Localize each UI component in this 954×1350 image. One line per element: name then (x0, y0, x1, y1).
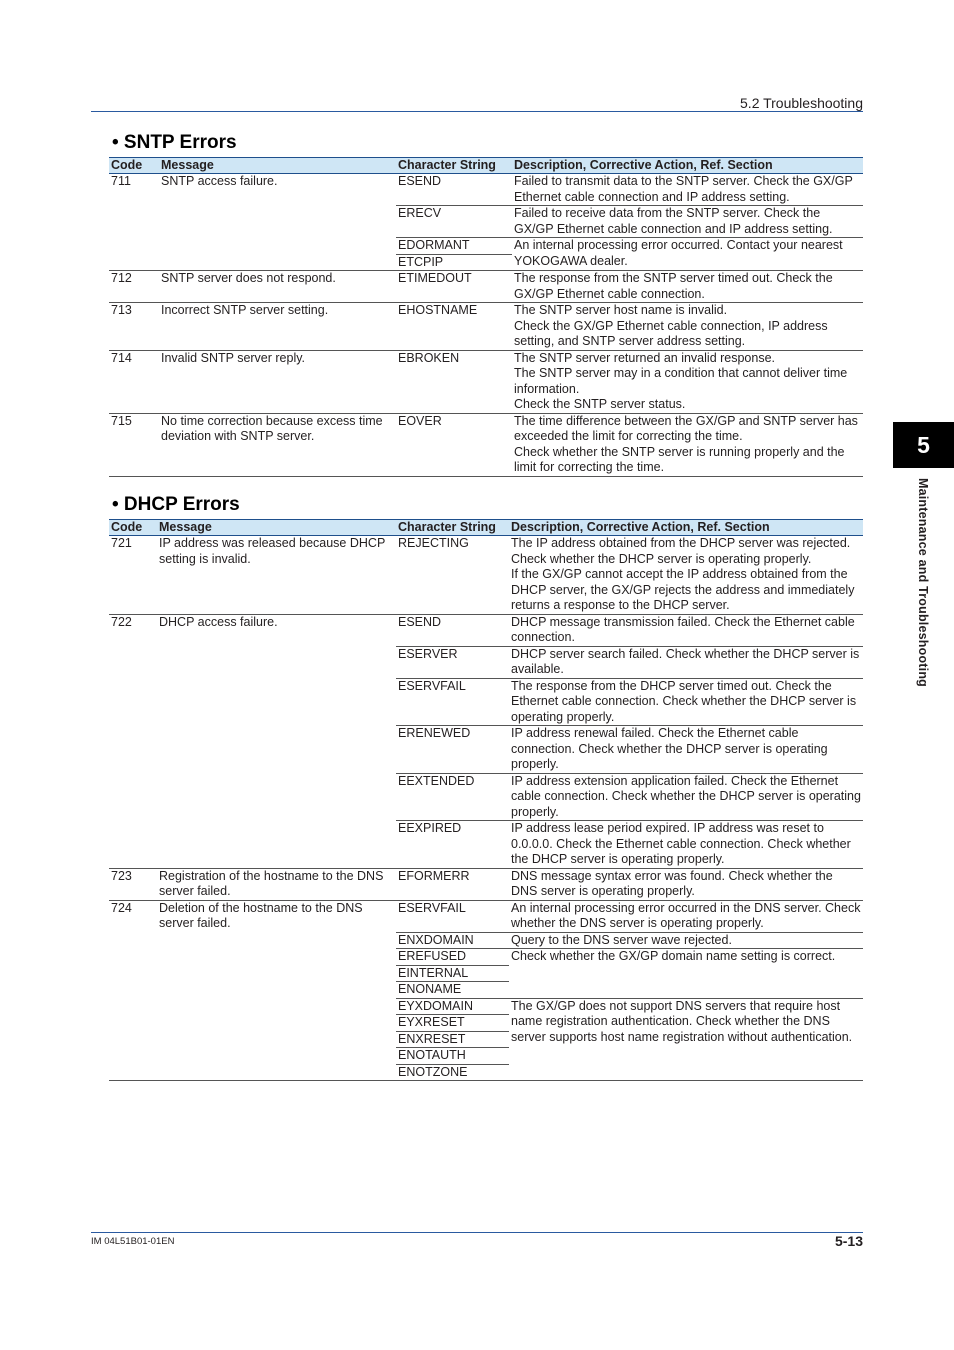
chapter-tab: 5 (893, 422, 954, 468)
character-string: EEXTENDED (396, 773, 509, 821)
error-code: 723 (109, 868, 157, 900)
description: An internal processing error occurred. Contact your nearest YOKOGAWA dealer. (512, 238, 863, 271)
description: An internal processing error occurred in the DNS server. Check whether the DNS server is operating properly. (509, 900, 863, 932)
character-string: EYXDOMAIN (396, 998, 509, 1015)
col-code: Code (109, 520, 157, 536)
error-message: Deletion of the hostname to the DNS server failed. (157, 900, 396, 1081)
error-message: Registration of the hostname to the DNS server failed. (157, 868, 396, 900)
description: IP address lease period expired. IP address was reset to 0.0.0.0. Check the Ethernet cable connection. Check whether the DHCP server is operating properly. (509, 821, 863, 869)
col-message: Message (159, 158, 396, 174)
table-row (109, 350, 863, 413)
description: DHCP server search failed. Check whether the DHCP server is available. (509, 646, 863, 678)
description-line: Check whether the SNTP server is running properly and the limit for correcting the time. (514, 444, 845, 474)
description-line: The IP address obtained from the DHCP server was rejected. (511, 536, 851, 550)
description: The response from the DHCP server timed out. Check the Ethernet cable connection. Check whether the DHCP server is operating properly. (509, 678, 863, 726)
dhcp-errors-heading: • DHCP Errors (112, 494, 240, 515)
description (509, 536, 863, 615)
table-row (109, 303, 863, 351)
character-string: EOVER (396, 413, 512, 476)
error-code: 712 (109, 271, 159, 303)
col-message: Message (157, 520, 396, 536)
description-line: Check the GX/GP Ethernet cable connection, IP address setting, and SNTP server address setting. (514, 318, 828, 348)
description: The GX/GP does not support DNS servers that require host name registration authentication. Check whether the DNS server supports host name registration without authentication. (509, 998, 863, 1081)
character-string: EEXPIRED (396, 821, 509, 869)
description: IP address extension application failed. Check the Ethernet cable connection. Check whether the DHCP server is operating properly. (509, 773, 863, 821)
description: DHCP message transmission failed. Check the Ethernet cable connection. (509, 614, 863, 646)
description (512, 350, 863, 413)
error-message: IP address was released because DHCP setting is invalid. (159, 536, 386, 566)
character-string: ESERVER (396, 646, 509, 678)
character-string: EBROKEN (396, 350, 512, 413)
error-message: SNTP access failure. (161, 174, 278, 188)
character-string: EYXRESET (396, 1015, 509, 1032)
character-string: ENONAME (396, 982, 509, 999)
description-line: Check whether the DHCP server is operating properly. (511, 551, 812, 566)
sntp-errors-heading: • SNTP Errors (112, 132, 237, 153)
character-string: ENXRESET (396, 1031, 509, 1048)
description: The response from the SNTP server timed out. Check the GX/GP Ethernet cable connection. (512, 271, 863, 303)
error-code: 715 (109, 413, 159, 476)
table-row (109, 868, 863, 900)
table-row (109, 413, 863, 476)
error-message: No time correction because excess time deviation with SNTP server. (159, 413, 396, 476)
error-code: 714 (109, 350, 159, 413)
character-string: ESEND (396, 614, 509, 646)
description (512, 303, 863, 351)
description-line: The SNTP server returned an invalid response. (514, 350, 776, 365)
table-row (109, 271, 863, 303)
section-label: 5.2 Troubleshooting (740, 95, 863, 111)
description: DNS message syntax error was found. Check whether the DNS server is operating properly. (509, 868, 863, 900)
description (512, 413, 863, 476)
character-string: EINTERNAL (396, 965, 509, 982)
dhcp-errors-table (109, 519, 863, 1081)
error-code: 713 (109, 303, 159, 351)
description-line: The time difference between the GX/GP and SNTP server has exceeded the limit for correcting the time. (514, 413, 858, 443)
description-line: Check the SNTP server status. (514, 397, 686, 411)
character-string: ERECV (396, 206, 512, 238)
table-row (109, 900, 863, 932)
description: Query to the DNS server wave rejected. (509, 932, 863, 949)
error-code: 711 (111, 174, 131, 188)
sntp-errors-table (109, 157, 863, 477)
character-string: ETIMEDOUT (396, 271, 512, 303)
table-row (109, 614, 863, 646)
header-rule (91, 111, 863, 112)
description-line: If the GX/GP cannot accept the IP address obtained from the DHCP server, the GX/GP rejects the address and immediately returns a response to the DHCP server. (511, 567, 855, 612)
page-number: 5-13 (834, 1233, 863, 1249)
description-line: The SNTP server may in a condition that cannot deliver time information. (514, 366, 848, 396)
col-code: Code (109, 158, 159, 174)
error-code: 724 (109, 900, 157, 1081)
error-code: 721 (111, 536, 132, 550)
chapter-title: Maintenance and Troubleshooting (916, 478, 930, 687)
error-message: SNTP server does not respond. (159, 271, 396, 303)
table-header-row (109, 520, 863, 536)
character-string: REJECTING (398, 536, 469, 550)
character-string: EDORMANT (396, 238, 512, 255)
col-character-string: Character String (396, 520, 509, 536)
description: Check whether the GX/GP domain name setting is correct. (509, 949, 863, 999)
error-code: 722 (109, 614, 157, 868)
col-description: Description, Corrective Action, Ref. Section (509, 520, 863, 536)
character-string: EFORMERR (396, 868, 509, 900)
character-string: ENOTAUTH (396, 1048, 509, 1065)
error-message: Incorrect SNTP server setting. (159, 303, 396, 351)
character-string: ESERVFAIL (396, 678, 509, 726)
character-string: EREFUSED (396, 949, 509, 966)
character-string: ETCPIP (396, 254, 512, 271)
table-header-row (109, 158, 863, 174)
character-string: ENOTZONE (396, 1064, 509, 1081)
col-character-string: Character String (396, 158, 512, 174)
character-string: EHOSTNAME (396, 303, 512, 351)
character-string: ESEND (398, 174, 442, 188)
description: Failed to receive data from the SNTP server. Check the GX/GP Ethernet cable connection and IP address setting. (512, 206, 863, 238)
description: IP address renewal failed. Check the Ethernet cable connection. Check whether the DHCP server is operating properly. (509, 726, 863, 774)
table-row (109, 536, 863, 615)
character-string: ESERVFAIL (396, 900, 509, 932)
error-message: Invalid SNTP server reply. (159, 350, 396, 413)
table-row (109, 174, 863, 206)
footer-rule (91, 1232, 863, 1233)
description-line: The SNTP server host name is invalid. (514, 303, 728, 317)
col-description: Description, Corrective Action, Ref. Section (512, 158, 863, 174)
error-message: DHCP access failure. (157, 614, 396, 868)
character-string: ENXDOMAIN (396, 932, 509, 949)
description: Failed to transmit data to the SNTP server. Check the GX/GP Ethernet cable connection and IP address setting. (514, 174, 853, 204)
character-string: ERENEWED (396, 726, 509, 774)
document-id: IM 04L51B01-01EN (91, 1236, 175, 1247)
